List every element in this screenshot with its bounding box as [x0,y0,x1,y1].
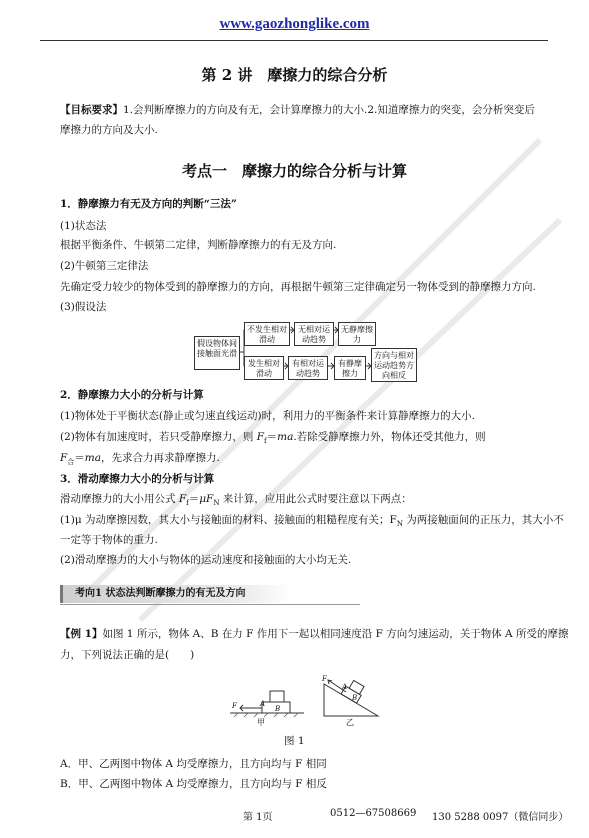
header-rule [40,40,548,41]
label-a-jia: A [260,700,266,708]
part2-line1: (1)物体处于平衡状态(静止或匀速直线运动)时，利用力的平衡条件来计算静摩擦力的大小. [60,410,475,422]
part2-line3: $F_合=ma$，先求合力再求静摩擦力. [60,452,220,467]
section-title: 考点一 摩擦力的综合分析与计算 [181,162,407,180]
label-b-yi: B [352,694,358,702]
flow-start: 假设物体间接触面光滑 [194,336,240,370]
method3-title: (3)假设法 [60,301,107,313]
target-label: 【目标要求】 [60,104,123,116]
figure-caption: 图 1 [284,735,305,747]
ground-hatch-jia [234,713,298,717]
method2-title: (2)牛顿第三定律法 [60,260,149,272]
flow-top-3: 无静摩擦力 [338,322,376,346]
flow-top-2: 无相对运动趋势 [294,322,334,346]
label-f-jia: F [232,702,237,710]
flow-bottom-3: 有静摩擦力 [334,356,366,380]
method1-text: 根据平衡条件、牛顿第二定律，判断静摩擦力的有无及方向. [60,239,337,251]
part2-heading: 2．静摩擦力大小的分析与计算 [60,389,204,401]
part3-line3: 一定等于物体的重力. [60,534,158,546]
target-requirements [60,100,540,140]
method1-title: (1)状态法 [60,220,107,232]
flow-top-1: 不发生相对滑动 [244,322,290,346]
flow-bottom-2: 有相对运动趋势 [288,356,328,380]
flow-bottom-4: 方向与相对运动趋势方向相反 [371,348,417,382]
footer-phone-1: 0512—67508669 [330,808,417,819]
footer-page: 第 1页 [243,812,273,823]
example-label: 【例 1】 [60,628,103,640]
example-line1: 【例 1】如图 1 所示，物体 A、B 在力 F 作用下一起以相同速度沿 F 方向匀速运动，关于物体 A 所受的摩擦 [60,628,569,640]
target-text: 1.会判断摩擦力的方向及有无，会计算摩擦力的大小.2.知道摩擦力的突变，会分析突变后摩擦力的方向及大小. [60,104,535,136]
option-a: A．甲、乙两图中物体 A 均受摩擦力，且方向均与 F 相同 [60,758,327,770]
figure-1 [228,672,388,728]
site-url[interactable]: www.gaozhonglike.com [219,16,370,32]
example-line2: 力，下列说法正确的是( ) [60,649,195,661]
option-b: B．甲、乙两图中物体 A 均受摩擦力，且方向均与 F 相反 [60,778,327,790]
part2-line2: (2)物体有加速度时，若只受静摩擦力，则 $F_f=ma$.若除受静摩擦力外，物体还受其他力，则 [60,431,486,446]
part3-heading: 3．滑动摩擦力大小的分析与计算 [60,473,215,485]
part3-line1: 滑动摩擦力的大小用公式 $F_f=\mu F_N$ 来计算，应用此公式时要注意以下两点： [60,493,412,508]
banner-rule [60,604,360,605]
label-jia: 甲 [257,718,265,727]
label-f-yi: F [322,675,327,683]
part3-line2: (1)μ 为动摩擦因数，其大小与接触面的材料、接触面的粗糙程度有关；$F_N$ 为两接触面间的正压力，其大小不 [60,514,564,529]
block-a-jia [270,691,284,702]
part1-heading: 1．静摩擦力有无及方向的判断“三法” [60,198,237,210]
footer-phone-2: 130 5288 0097（微信同步） [432,812,569,823]
lecture-title: 第 2 讲 摩擦力的综合分析 [201,66,388,84]
method2-text: 先确定受力较少的物体受到的静摩擦力的方向，再根据牛顿第三定律确定另一物体受到的静摩擦力方向. [60,281,536,293]
label-yi: 乙 [346,718,354,727]
subtopic-banner: 考向1 状态法判断摩擦力的有无及方向 [60,585,292,603]
part3-line4: (2)滑动摩擦力的大小与物体的运动速度和接触面的大小均无关. [60,554,352,566]
flow-bottom-1: 发生相对滑动 [244,356,284,380]
label-a-yi: A [342,683,348,691]
label-b-jia: B [275,705,281,713]
